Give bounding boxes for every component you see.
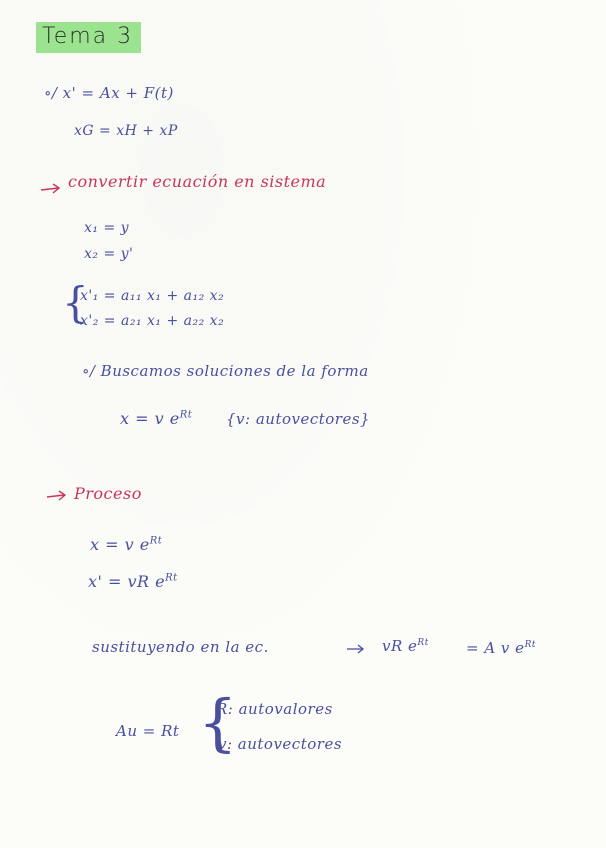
- process-derivative-exponent: Rt: [165, 572, 178, 584]
- substituting-text: sustituyendo en la ec.: [92, 638, 269, 656]
- solution-form-base: x = v e: [120, 409, 180, 428]
- substitution-x2: x₂ = y': [84, 246, 134, 262]
- heading-process: Proceso: [74, 484, 142, 503]
- substitution-lhs: [382, 637, 429, 655]
- system-equation-2: x'₂ = a₂₁ x₁ + a₂₂ x₂: [80, 313, 225, 329]
- substitution-x1: x₁ = y: [84, 220, 130, 236]
- search-solutions-line: ∘/ Buscamos soluciones de la forma: [82, 362, 369, 380]
- process-solution: [90, 535, 162, 554]
- heading-convert: convertir ecuación en sistema: [68, 172, 327, 191]
- equation-general-solution: xG = xH + xP: [74, 123, 178, 139]
- eigenvectors-label: v: autovectores: [218, 735, 343, 753]
- process-solution-exponent: Rt: [149, 535, 163, 547]
- system-brace: {: [62, 278, 89, 327]
- process-derivative-base: x' = vR e: [88, 572, 166, 591]
- substitution-rhs-exponent: Rt: [524, 640, 536, 650]
- autovectores-note: {v: autovectores}: [226, 410, 371, 428]
- substitution-rhs-base: = A v e: [466, 639, 525, 657]
- arrow-right-icon: [46, 490, 68, 502]
- arrow-right-icon: [40, 183, 62, 195]
- arrow-right-icon: [346, 644, 366, 654]
- page-title: Tema 3: [36, 22, 141, 53]
- substitution-lhs-exponent: Rt: [417, 638, 429, 648]
- system-equation-1: x'₁ = a₁₁ x₁ + a₁₂ x₂: [80, 288, 225, 304]
- eigen-brace: {: [198, 686, 238, 759]
- solution-form: [120, 409, 192, 428]
- equation-nonhomogeneous: ∘/ x' = Ax + F(t): [44, 84, 174, 102]
- process-solution-base: x = v e: [90, 535, 150, 554]
- eigen-equation: Au = Rt: [116, 722, 180, 740]
- solution-form-exponent: Rt: [179, 409, 193, 421]
- process-derivative: [88, 572, 178, 591]
- substitution-rhs: [466, 639, 536, 657]
- substitution-lhs-base: vR e: [382, 637, 418, 655]
- eigenvalues-label: R: autovalores: [216, 700, 333, 718]
